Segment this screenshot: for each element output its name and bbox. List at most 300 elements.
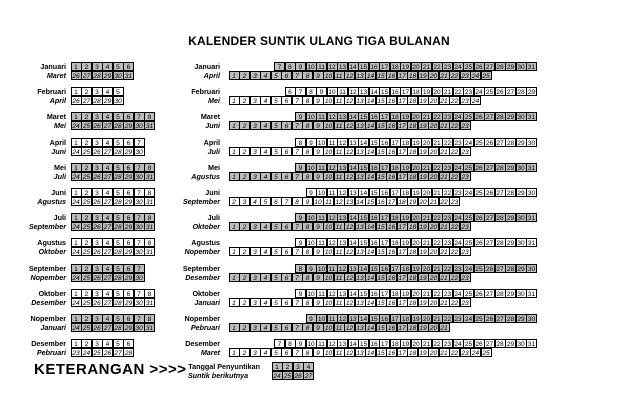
day-cell: 4: [260, 273, 271, 282]
day-cell: 19: [419, 249, 427, 257]
day-cell: 30: [517, 240, 525, 248]
day-cell: 10: [307, 64, 315, 71]
day-cell: 10: [314, 199, 322, 206]
keterangan-label: KETERANGAN >>>>: [34, 361, 187, 378]
day-cell: 19: [401, 341, 410, 349]
day-cell: 22: [450, 299, 459, 307]
day-cell: 25: [82, 274, 91, 282]
day-cell: 11: [334, 273, 345, 282]
day-cell: 24: [471, 73, 480, 80]
month-label: Oktober: [192, 222, 220, 232]
month-label: September: [28, 263, 66, 273]
day-cell: 26: [485, 190, 494, 197]
day-cell: 6: [281, 71, 292, 80]
day-cell: 5: [271, 247, 282, 256]
day-cell: 29: [124, 325, 133, 332]
day-cell: 1: [229, 222, 240, 231]
day-cell: 31: [527, 341, 536, 349]
day-row: [296, 289, 538, 298]
day-cell: 27: [103, 274, 112, 282]
day-cell: 12: [345, 350, 354, 358]
day-cell: 19: [419, 350, 427, 358]
day-cell: 1: [229, 96, 240, 105]
day-cell: 13: [356, 249, 364, 257]
day-cell: 9: [313, 348, 324, 357]
day-cell: 14: [349, 164, 357, 172]
day-cell: 9: [313, 222, 324, 231]
day-cell: 11: [323, 197, 334, 206]
day-cell: 10: [328, 89, 336, 97]
day-cell: 30: [527, 316, 536, 323]
day-cell: 8: [144, 213, 155, 222]
day-cell: 13: [356, 123, 364, 131]
day-cell: 27: [485, 341, 494, 349]
day-cell: 12: [338, 190, 347, 197]
day-cell: 22: [450, 73, 459, 80]
day-cell: 30: [135, 224, 143, 232]
day-cell: 3: [92, 87, 103, 96]
day-cell: 25: [464, 164, 473, 172]
day-cell: 19: [401, 215, 410, 223]
day-cell: 2: [239, 273, 250, 282]
day-cell: 31: [527, 215, 536, 223]
day-cell: 7: [134, 163, 145, 172]
day-cell: 8: [295, 264, 306, 273]
day-cell: 1: [229, 147, 240, 156]
day-cell: 10: [317, 316, 326, 323]
day-cell: 9: [295, 238, 306, 247]
month-label: Nopember: [184, 314, 220, 323]
day-cell: 7: [134, 112, 145, 121]
day-cell: 10: [307, 164, 315, 172]
day-cell: 13: [338, 215, 347, 223]
day-cell: 27: [496, 316, 504, 323]
legend-injection-cells: [272, 362, 314, 371]
day-cell: 22: [454, 89, 462, 97]
day-cell: 17: [391, 190, 399, 197]
day-cell: 7: [292, 247, 303, 256]
day-cell: 15: [370, 265, 378, 273]
month-label: Nopember: [30, 314, 66, 323]
day-cell: 25: [482, 350, 490, 358]
day-cell: 7: [134, 264, 145, 273]
day-cell: 8: [302, 348, 313, 357]
day-cell: 2: [229, 197, 240, 206]
day-cell: 7: [292, 96, 303, 105]
day-cell: 25: [82, 299, 91, 307]
day-cell: 9: [313, 147, 324, 156]
day-row: [229, 71, 492, 80]
day-cell: 26: [93, 274, 101, 282]
day-cell: 16: [387, 73, 396, 80]
day-cell: 16: [370, 215, 378, 223]
day-cell: 6: [123, 314, 134, 323]
day-cell: 23: [461, 73, 469, 80]
month-label: Februari: [191, 87, 220, 97]
day-cell: 28: [506, 316, 515, 323]
day-cell: 16: [370, 341, 378, 349]
day-cell: 24: [464, 190, 473, 197]
day-cell: 10: [324, 73, 333, 80]
day-cell: 10: [324, 173, 333, 181]
day-cell: 26: [93, 299, 101, 307]
day-row: [296, 112, 538, 121]
day-cell: 28: [496, 215, 504, 223]
day-cell: 21: [440, 299, 448, 307]
day-cell: 19: [408, 199, 417, 206]
day-cell: 18: [398, 199, 406, 206]
day-cell: 18: [408, 98, 417, 106]
day-cell: 2: [81, 264, 92, 273]
day-cell: 28: [93, 98, 101, 106]
day-cell: 13: [356, 148, 364, 156]
day-cell: 12: [349, 89, 357, 97]
day-cell: 27: [496, 265, 504, 273]
day-cell: 11: [334, 121, 345, 130]
day-cell: 29: [124, 274, 133, 282]
day-cell: 16: [387, 325, 396, 332]
page-title: KALENDER SUNTIK ULANG TIGA BULANAN: [188, 34, 450, 48]
day-cell: 24: [72, 173, 80, 181]
day-cell: 5: [113, 213, 124, 222]
day-cell: 27: [103, 299, 112, 307]
day-cell: 18: [391, 240, 399, 248]
day-cell: 20: [429, 325, 438, 332]
day-cell: 8: [295, 138, 306, 147]
day-cell: 24: [72, 148, 80, 156]
day-cell: 19: [401, 290, 410, 298]
day-cell: 19: [419, 274, 427, 282]
day-cell: 21: [440, 350, 448, 358]
day-cell: 15: [366, 199, 375, 206]
day-cell: 11: [316, 62, 327, 71]
day-cell: 12: [345, 274, 354, 282]
day-cell: 18: [391, 164, 399, 172]
day-cell: 19: [412, 316, 420, 323]
day-cell: 1: [71, 314, 82, 323]
day-cell: 31: [527, 240, 536, 248]
day-cell: 21: [422, 64, 431, 71]
day-row: [296, 238, 538, 247]
day-cell: 28: [114, 173, 122, 181]
day-cell: 12: [328, 290, 336, 298]
day-cell: 27: [103, 148, 112, 156]
day-cell: 13: [356, 173, 364, 181]
day-cell: 14: [359, 139, 368, 147]
day-cell: 3: [250, 273, 261, 282]
day-cell: 8: [144, 238, 155, 247]
day-cell: 30: [135, 173, 143, 181]
day-cell: 15: [377, 73, 385, 80]
day-cell: 25: [482, 73, 490, 80]
day-cell: 14: [349, 240, 357, 248]
day-cell: 14: [349, 341, 357, 349]
day-cell: 13: [359, 89, 368, 97]
day-cell: 23: [454, 316, 462, 323]
day-cell: 30: [135, 299, 143, 307]
day-cell: 3: [92, 289, 103, 298]
day-cell: 31: [145, 299, 154, 307]
day-cell: 3: [92, 188, 103, 197]
day-cell: 22: [450, 274, 459, 282]
legend-cell: 3: [293, 362, 304, 371]
day-cell: 12: [328, 114, 336, 122]
day-cell: 8: [285, 339, 296, 348]
day-cell: 29: [517, 190, 525, 197]
day-cell: 26: [496, 89, 504, 97]
day-cell: 27: [485, 240, 494, 248]
day-cell: 13: [338, 114, 347, 122]
day-cell: 30: [517, 215, 525, 223]
day-cell: 5: [271, 121, 282, 130]
month-label: Oktober: [38, 247, 66, 257]
day-cell: 13: [345, 199, 354, 206]
day-cell: 14: [359, 265, 368, 273]
day-cell: 11: [316, 112, 327, 121]
day-cell: 23: [461, 98, 469, 106]
day-cell: 29: [517, 316, 525, 323]
day-cell: 5: [260, 197, 271, 206]
month-label: September: [28, 222, 66, 232]
day-cell: 19: [401, 64, 410, 71]
day-cell: 24: [72, 274, 80, 282]
day-cell: 14: [359, 316, 368, 323]
day-cell: 14: [366, 173, 375, 181]
day-cell: 29: [124, 199, 133, 206]
month-label: April: [49, 137, 66, 147]
day-cell: 5: [113, 188, 124, 197]
day-cell: 21: [440, 173, 448, 181]
day-cell: 4: [102, 62, 113, 71]
month-label: Nopember: [30, 272, 66, 282]
day-cell: 17: [380, 240, 389, 248]
day-cell: 1: [71, 213, 82, 222]
day-cell: 2: [81, 188, 92, 197]
day-cell: 5: [271, 96, 282, 105]
day-cell: 15: [359, 290, 368, 298]
day-cell: 28: [496, 240, 504, 248]
day-cell: 12: [345, 73, 354, 80]
day-cell: 3: [92, 314, 103, 323]
month-label: Mei: [208, 162, 220, 172]
day-cell: 9: [295, 163, 306, 172]
day-cell: 31: [124, 73, 133, 80]
day-cell: 8: [285, 62, 296, 71]
day-cell: 27: [82, 73, 91, 80]
day-cell: 9: [316, 87, 327, 96]
day-cell: 18: [408, 123, 417, 131]
day-cell: 21: [433, 316, 441, 323]
day-cell: 12: [328, 341, 336, 349]
day-cell: 10: [317, 139, 326, 147]
day-cell: 25: [464, 114, 473, 122]
day-cell: 22: [433, 341, 441, 349]
day-cell: 21: [443, 89, 452, 97]
day-cell: 5: [113, 112, 124, 121]
month-label: Agustus: [191, 238, 220, 248]
day-cell: 20: [422, 316, 431, 323]
day-row: [229, 147, 471, 156]
day-cell: 9: [306, 188, 317, 197]
day-cell: 16: [370, 290, 378, 298]
day-cell: 17: [398, 173, 406, 181]
day-cell: 13: [356, 350, 364, 358]
day-cell: 22: [433, 290, 441, 298]
day-cell: 4: [102, 314, 113, 323]
day-cell: 12: [345, 173, 354, 181]
day-cell: 17: [380, 215, 389, 223]
day-cell: 29: [103, 98, 112, 106]
day-cell: 9: [295, 62, 306, 71]
day-cell: 19: [419, 173, 427, 181]
day-cell: 20: [429, 350, 438, 358]
day-cell: 28: [496, 114, 504, 122]
day-cell: 29: [506, 64, 515, 71]
day-cell: 4: [260, 348, 271, 357]
day-cell: 14: [359, 190, 368, 197]
month-label: Juni: [205, 188, 220, 197]
day-cell: 20: [412, 240, 420, 248]
day-cell: 28: [496, 64, 504, 71]
day-row: [229, 298, 471, 307]
day-cell: 3: [250, 147, 261, 156]
day-cell: 23: [461, 173, 469, 181]
day-cell: 2: [239, 247, 250, 256]
day-cell: 22: [450, 173, 459, 181]
day-cell: 22: [433, 215, 441, 223]
day-cell: 11: [316, 289, 327, 298]
day-cell: 18: [401, 265, 410, 273]
day-cell: 31: [145, 325, 154, 332]
day-cell: 1: [71, 238, 82, 247]
day-cell: 11: [327, 314, 338, 323]
day-cell: 28: [496, 341, 504, 349]
day-cell: 15: [380, 89, 389, 97]
day-cell: 12: [345, 148, 354, 156]
day-cell: 11: [334, 71, 345, 80]
day-cell: 12: [345, 98, 354, 106]
day-cell: 24: [72, 325, 80, 332]
day-cell: 15: [377, 224, 385, 232]
day-cell: 2: [81, 112, 92, 121]
day-cell: 19: [412, 265, 420, 273]
day-cell: 29: [124, 123, 133, 131]
day-cell: 7: [292, 298, 303, 307]
day-cell: 30: [135, 274, 143, 282]
day-cell: 17: [398, 249, 406, 257]
day-cell: 10: [324, 148, 333, 156]
month-label: Juli: [207, 213, 220, 223]
day-cell: 26: [103, 350, 112, 358]
day-cell: 24: [454, 215, 462, 223]
day-cell: 25: [82, 224, 91, 232]
day-cell: 23: [461, 249, 469, 257]
day-row: [275, 62, 538, 71]
day-cell: 13: [349, 316, 357, 323]
month-label: Januari: [194, 62, 220, 71]
day-cell: 24: [471, 98, 480, 106]
day-cell: 30: [527, 265, 536, 273]
month-label: Januari: [194, 297, 220, 307]
day-row: [296, 213, 538, 222]
day-cell: 24: [72, 299, 80, 307]
day-cell: 15: [377, 148, 385, 156]
day-cell: 18: [401, 190, 410, 197]
day-cell: 22: [443, 265, 452, 273]
month-label: April: [203, 71, 220, 80]
day-cell: 9: [295, 339, 306, 348]
day-row: [229, 348, 492, 357]
day-cell: 21: [440, 123, 448, 131]
day-cell: 8: [302, 298, 313, 307]
day-cell: 6: [123, 289, 134, 298]
day-cell: 23: [454, 139, 462, 147]
day-cell: 7: [292, 121, 303, 130]
month-label: Oktober: [192, 288, 220, 298]
day-cell: 22: [443, 139, 452, 147]
day-cell: 5: [271, 298, 282, 307]
day-cell: 3: [250, 298, 261, 307]
month-label: Maret: [46, 112, 66, 122]
day-cell: 1: [229, 172, 240, 181]
day-cell: 2: [81, 314, 92, 323]
day-cell: 9: [313, 247, 324, 256]
day-cell: 15: [377, 350, 385, 358]
day-cell: 25: [464, 64, 473, 71]
day-cell: 14: [366, 299, 375, 307]
month-label: Agustus: [37, 197, 66, 206]
day-cell: 29: [506, 290, 515, 298]
day-cell: 25: [464, 240, 473, 248]
day-cell: 6: [281, 222, 292, 231]
day-cell: 21: [422, 341, 431, 349]
day-cell: 20: [429, 123, 438, 131]
day-cell: 15: [377, 274, 385, 282]
day-cell: 25: [82, 123, 91, 131]
day-cell: 26: [93, 224, 101, 232]
month-label: Februari: [37, 87, 66, 97]
month-label: Juli: [53, 171, 66, 181]
day-cell: 21: [440, 325, 448, 332]
day-cell: 2: [239, 298, 250, 307]
day-cell: 7: [134, 138, 145, 147]
day-cell: 23: [454, 190, 462, 197]
day-cell: 17: [398, 299, 406, 307]
day-cell: [274, 87, 285, 96]
month-label: Juni: [51, 188, 66, 197]
month-label: Juni: [205, 121, 220, 131]
day-cell: 23: [461, 148, 469, 156]
month-label: Juli: [53, 213, 66, 223]
day-cell: 18: [401, 316, 410, 323]
day-cell: 14: [370, 89, 378, 97]
day-cell: 27: [485, 114, 494, 122]
day-cell: 14: [366, 98, 375, 106]
day-cell: 4: [260, 147, 271, 156]
day-cell: 6: [123, 188, 134, 197]
day-cell: 8: [144, 188, 155, 197]
day-cell: 22: [450, 350, 459, 358]
day-row: [229, 172, 471, 181]
day-cell: 23: [443, 290, 452, 298]
day-cell: 4: [260, 247, 271, 256]
day-cell: 24: [471, 350, 480, 358]
day-cell: 10: [317, 190, 326, 197]
day-cell: 28: [114, 274, 122, 282]
day-cell: 24: [82, 350, 91, 358]
day-cell: 24: [464, 316, 473, 323]
day-cell: 1: [229, 71, 240, 80]
